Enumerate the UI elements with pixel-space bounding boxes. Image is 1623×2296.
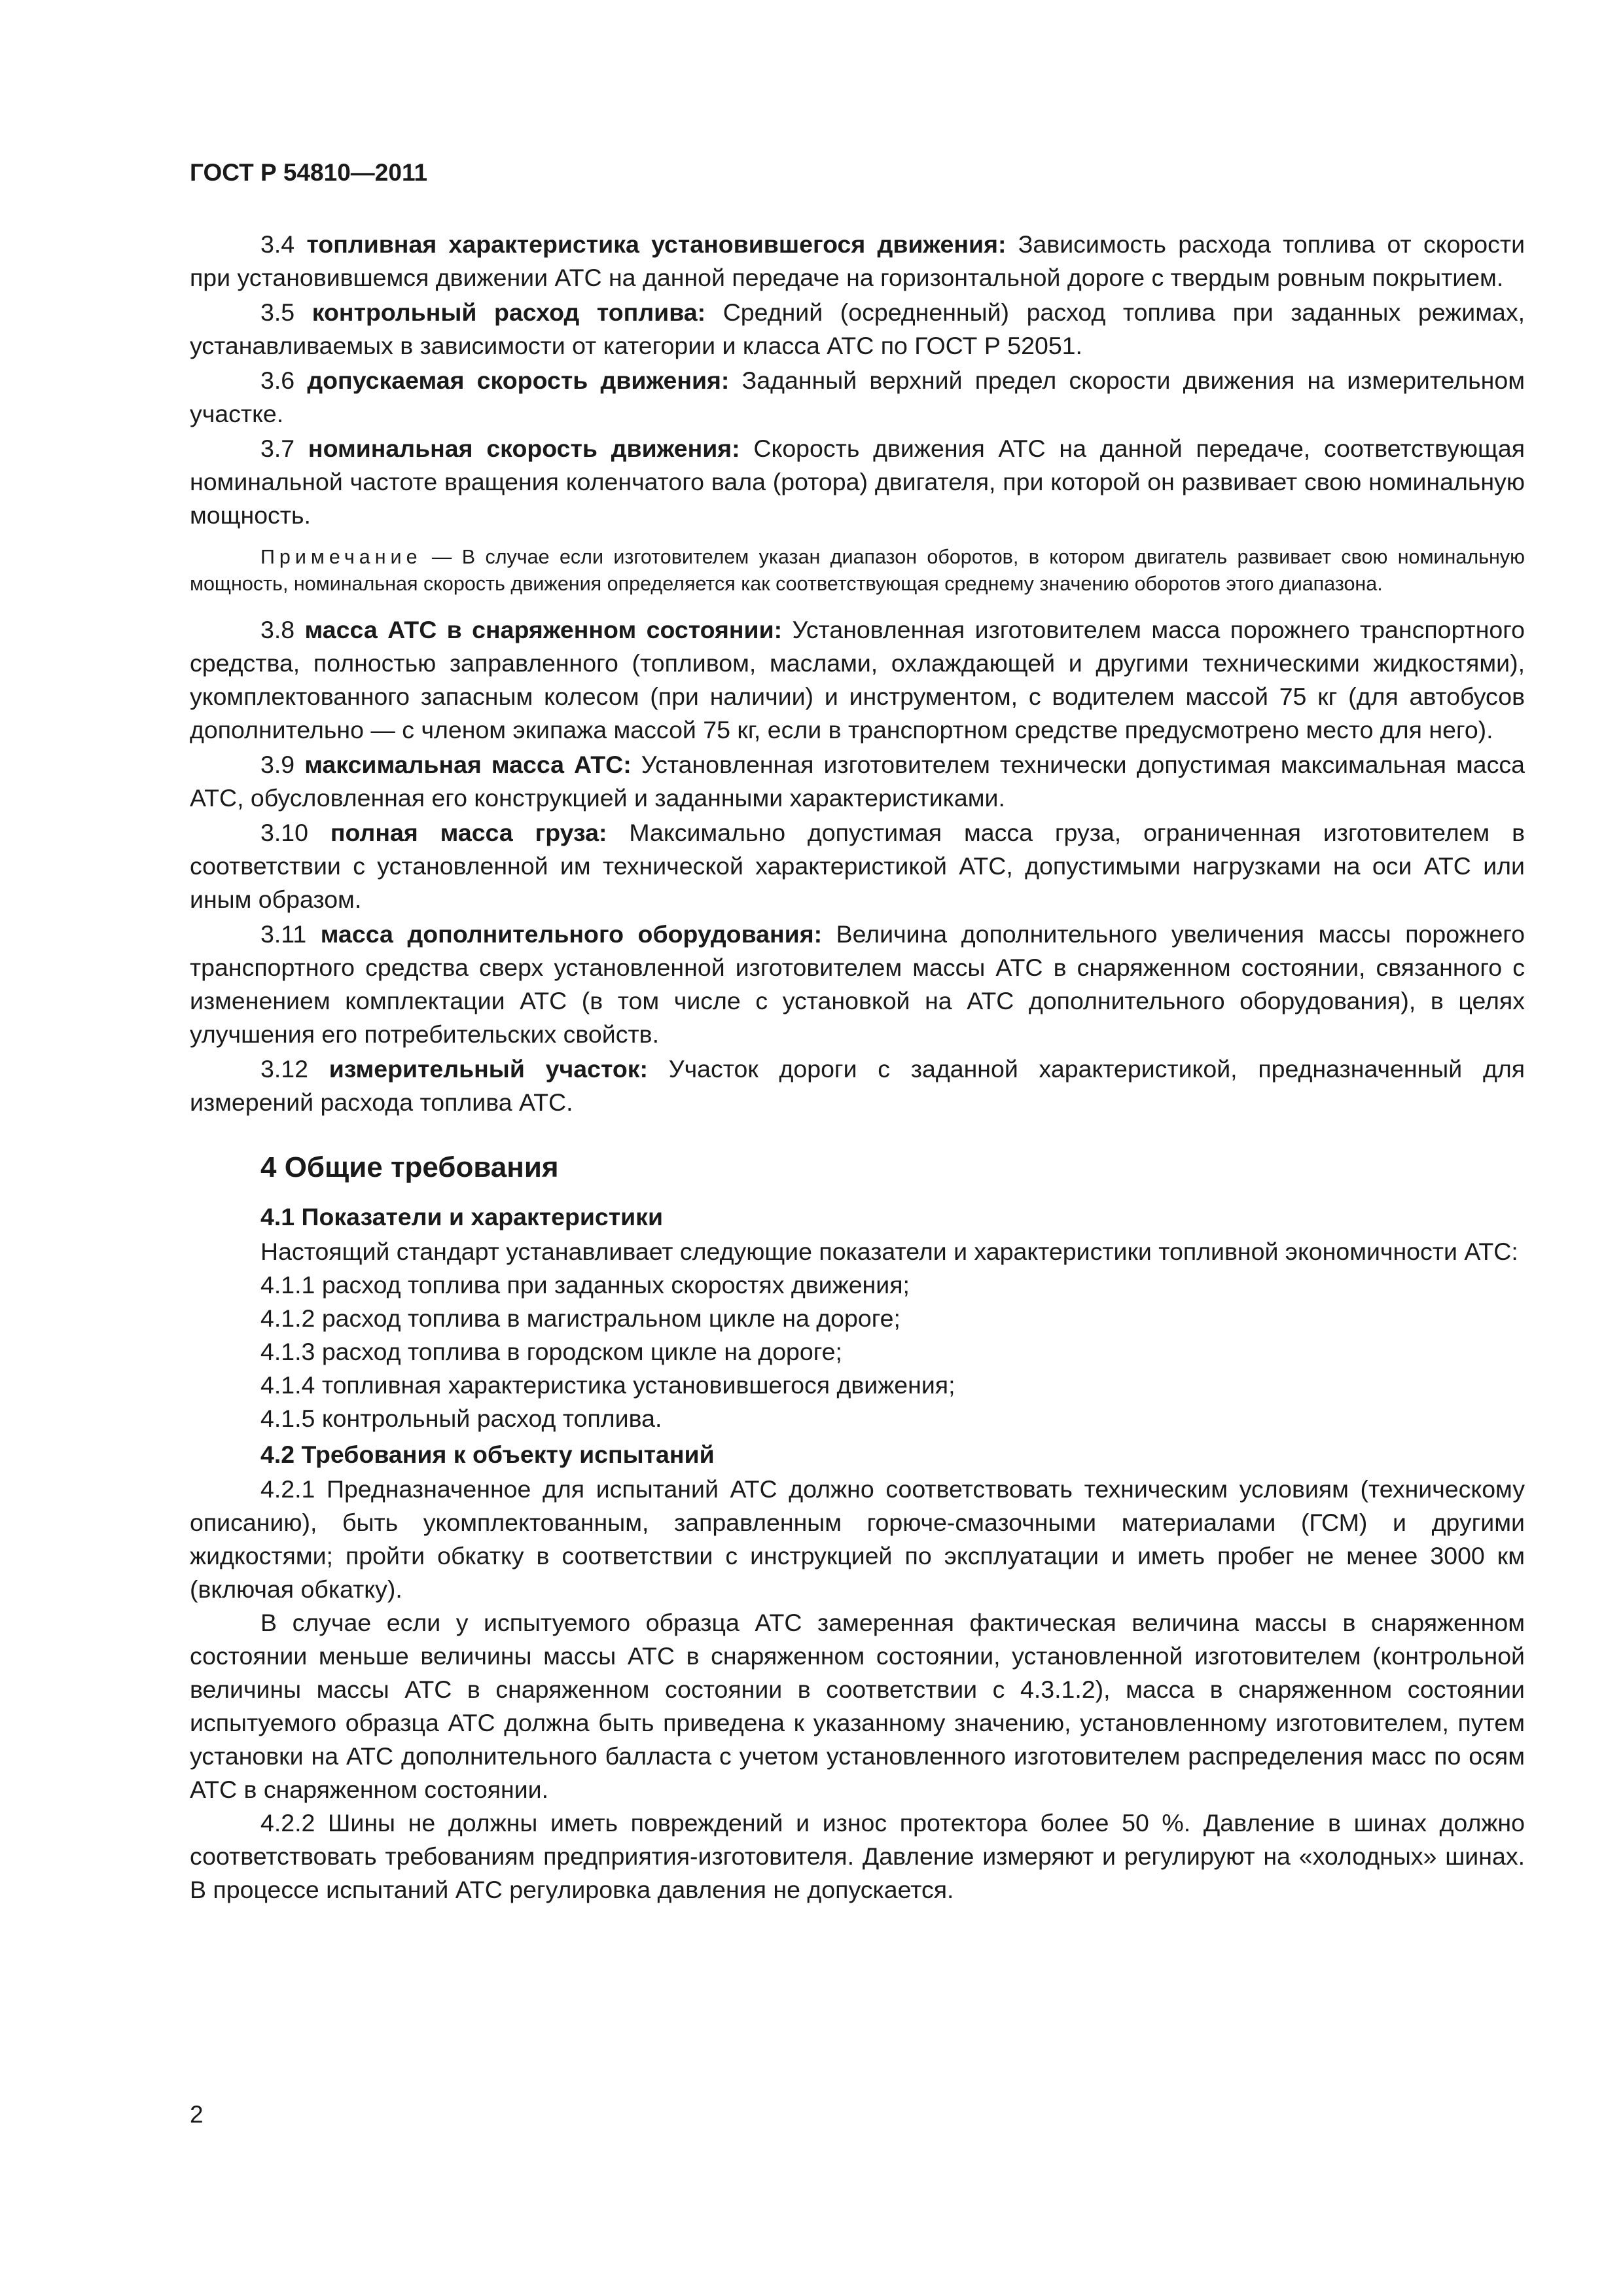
term-number: 3.12 (260, 1055, 308, 1083)
list-item: 4.1.1 расход топлива при заданных скоростях движения; (260, 1271, 910, 1299)
paragraph: 4.2.1 Предназначенное для испытаний АТС должно соответствовать техническим условиям (техническому описанию), быть укомплектованным, заправленным горюче-смазочными материалами (ГСМ) и другими жидкостями; пройти обкатку в соответствии с инструкцией по эксплуатации и иметь пробег не менее 3000 км (включая обкатку). (190, 1475, 1525, 1603)
term-number: 3.5 (260, 298, 295, 326)
term-3-6 (190, 364, 1525, 431)
document-page (190, 157, 1525, 1907)
term-3-10 (190, 816, 1525, 916)
document-code-header: ГОСТ Р 54810—2011 (190, 159, 428, 186)
term-number: 3.7 (260, 435, 295, 462)
list-item: 4.1.4 топливная характеристика установившегося движения; (260, 1371, 955, 1399)
page-number: 2 (190, 2101, 204, 2128)
term-title: допускаемая скорость движения: (307, 367, 730, 394)
term-number: 3.11 (260, 920, 307, 948)
term-definition: Средний (осредненный) расход топлива при заданных режимах, устанавливаемых в зависимости от категории и класса АТС по ГОСТ Р 52051. (190, 298, 1525, 359)
term-definition: Установленная изготовителем технически допустимая максимальная масса АТС, обусловленная его конструкцией и заданными характеристиками. (190, 751, 1525, 812)
subsection-heading: 4.1 Показатели и характеристики (260, 1203, 663, 1230)
section-heading: 4 Общие требования (260, 1151, 559, 1183)
term-title: масса АТС в снаряженном состоянии: (304, 616, 783, 643)
note-label: Примечание (260, 546, 422, 568)
term-3-5 (190, 296, 1525, 363)
term-title: топливная характеристика установившегося движения: (306, 230, 1007, 258)
term-3-4 (190, 228, 1525, 295)
term-title: максимальная масса АТС: (304, 751, 632, 778)
term-number: 3.9 (260, 751, 295, 778)
term-number: 3.6 (260, 367, 295, 394)
term-3-12 (190, 1052, 1525, 1119)
term-title: номинальная скорость движения: (308, 435, 740, 462)
term-title: измерительный участок: (329, 1055, 649, 1083)
note-text: — В случае если изготовителем указан диапазон оборотов, в котором двигатель развивает свою номинальную мощность, номинальная скорость движения определяется как соответствующая среднему значению оборотов этого диапазона. (190, 546, 1525, 595)
term-title: контрольный расход топлива: (312, 298, 706, 326)
paragraph: Настоящий стандарт устанавливает следующие показатели и характеристики топливной экономичности АТС: (260, 1238, 1518, 1265)
term-definition: Зависимость расхода топлива от скорости при установившемся движении АТС на данной передаче на горизонтальной дороге с твердым ровным покрытием. (190, 230, 1525, 291)
term-3-8 (190, 613, 1525, 747)
term-number: 3.10 (260, 819, 308, 846)
paragraph: В случае если у испытуемого образца АТС замеренная фактическая величина массы в снаряженном состоянии меньше величины массы АТС в снаряженном состоянии, установленной изготовителем (контрольной величины массы АТС в снаряженном состоянии в соответствии с 4.3.1.2), масса в снаряженном состоянии испытуемого образца АТС должна быть приведена к указанному значению, установленному изготовителем, путем установки на АТС дополнительного балласта с учетом установленного изготовителем распределения масс по осям АТС в снаряженном состоянии. (190, 1609, 1525, 1803)
list-item: 4.1.2 расход топлива в магистральном цикле на дороге; (260, 1304, 901, 1332)
term-3-11 (190, 918, 1525, 1051)
subsection-heading: 4.2 Требования к объекту испытаний (260, 1441, 715, 1468)
term-definition: Величина дополнительного увеличения массы порожнего транспортного средства сверх установленной изготовителем массы АТС в снаряженном состоянии, связанного с изменением комплектации АТС (в том числе с установкой на АТС дополнительного оборудования), в целях улучшения его потребительских свойств. (190, 920, 1525, 1048)
term-number: 3.4 (260, 230, 295, 258)
paragraph: 4.2.2 Шины не должны иметь повреждений и износ протектора более 50 %. Давление в шинах должно соответствовать требованиям предприятия-изготовителя. Давление измеряют и регулируют на «холодных» шинах. В процессе испытаний АТС регулировка давления не допускается. (190, 1809, 1525, 1903)
list-item: 4.1.3 расход топлива в городском цикле на дороге; (260, 1338, 842, 1365)
list-item: 4.1.5 контрольный расход топлива. (260, 1405, 662, 1432)
term-definition: Участок дороги с заданной характеристикой, предназначенный для измерений расхода топлива АТС. (190, 1055, 1525, 1116)
term-3-7 (190, 432, 1525, 532)
term-definition: Максимально допустимая масса груза, ограниченная изготовителем в соответствии с установленной им технической характеристикой АТС, допустимыми нагрузками на оси АТС или иным образом. (190, 819, 1525, 913)
term-number: 3.8 (260, 616, 295, 643)
note-paragraph (190, 544, 1525, 598)
term-title: полная масса груза: (330, 819, 607, 846)
term-definition: Установленная изготовителем масса порожнего транспортного средства, полностью заправленного (топливом, маслами, охлаждающей и другими техническими жидкостями), укомплектованного запасным колесом (при наличии) и инструментом, с водителем массой 75 кг (для автобусов дополнительно — с членом экипажа массой 75 кг, если в транспортном средстве предусмотрено место для него). (190, 616, 1525, 744)
term-definition: Заданный верхний предел скорости движения на измерительном участке. (190, 367, 1525, 427)
term-title: масса дополнительного оборудования: (320, 920, 823, 948)
term-definition: Скорость движения АТС на данной передаче, соответствующая номинальной частоте вращения коленчатого вала (ротора) двигателя, при которой он развивает свою номинальную мощность. (190, 435, 1525, 529)
term-3-9 (190, 748, 1525, 815)
